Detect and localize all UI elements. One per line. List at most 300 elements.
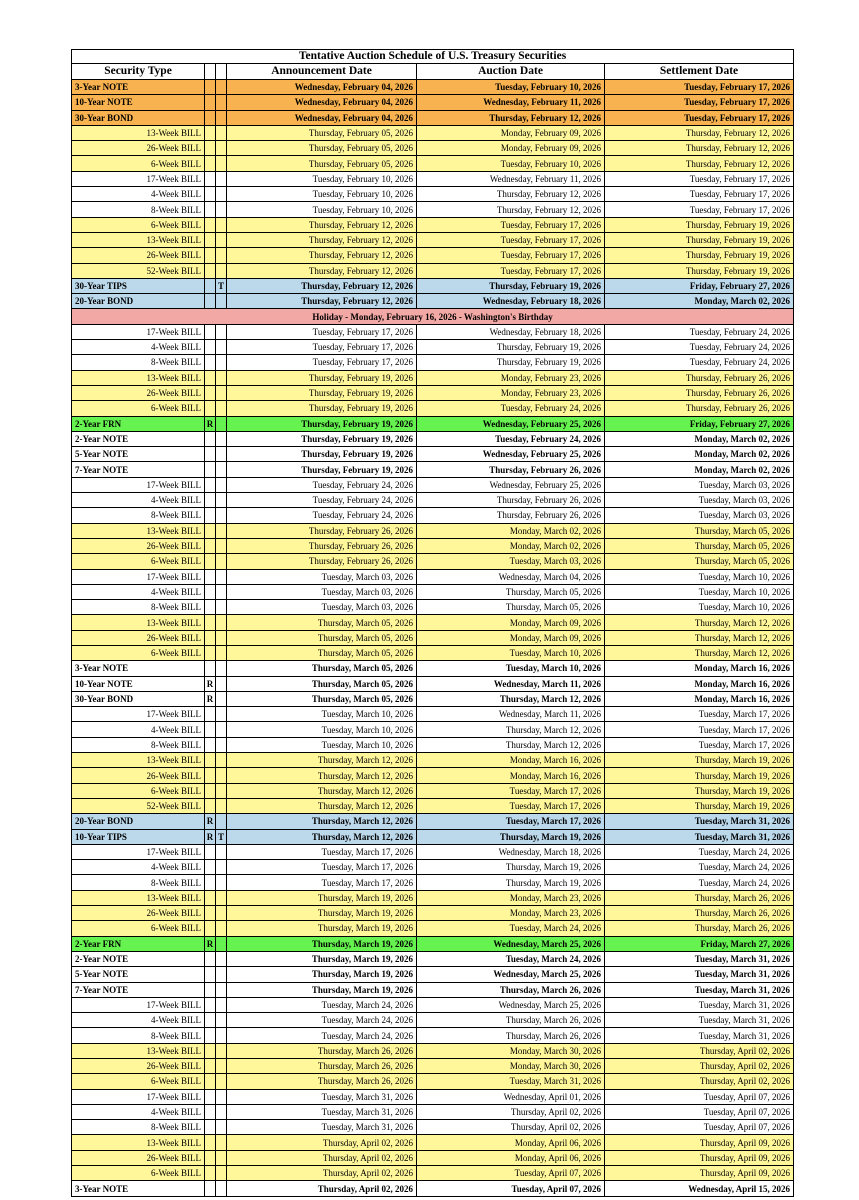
security-type-cell: 17-Week BILL <box>72 1089 205 1104</box>
schedule-row <box>72 110 794 125</box>
header-announcement-date: Announcement Date <box>227 64 417 80</box>
announcement-date-cell: Thursday, March 26, 2026 <box>227 1043 417 1058</box>
announcement-date-cell: Thursday, March 12, 2026 <box>227 753 417 768</box>
settlement-date-cell: Tuesday, March 03, 2026 <box>605 493 794 508</box>
reopening-flag-cell <box>205 340 216 355</box>
reopening-flag-cell <box>205 890 216 905</box>
security-type-cell: 26-Week BILL <box>72 906 205 921</box>
tips-flag-cell <box>216 462 227 477</box>
auction-date-cell: Wednesday, March 11, 2026 <box>417 676 605 691</box>
schedule-row <box>72 814 794 829</box>
tips-flag-cell <box>216 1089 227 1104</box>
auction-date-cell: Thursday, February 26, 2026 <box>417 508 605 523</box>
tips-flag-cell <box>216 890 227 905</box>
settlement-date-cell: Tuesday, February 17, 2026 <box>605 80 794 95</box>
security-type-cell: 10-Year TIPS <box>72 829 205 844</box>
settlement-date-cell: Friday, February 27, 2026 <box>605 416 794 431</box>
settlement-date-cell: Monday, March 16, 2026 <box>605 676 794 691</box>
announcement-date-cell: Thursday, February 05, 2026 <box>227 156 417 171</box>
security-type-cell: 2-Year NOTE <box>72 431 205 446</box>
settlement-date-cell: Tuesday, April 07, 2026 <box>605 1104 794 1119</box>
auction-date-cell: Thursday, February 12, 2026 <box>417 202 605 217</box>
settlement-date-cell: Monday, March 02, 2026 <box>605 294 794 309</box>
announcement-date-cell: Tuesday, March 17, 2026 <box>227 875 417 890</box>
security-type-cell: 17-Week BILL <box>72 844 205 859</box>
settlement-date-cell: Tuesday, February 17, 2026 <box>605 95 794 110</box>
settlement-date-cell: Thursday, March 05, 2026 <box>605 523 794 538</box>
auction-date-cell: Monday, March 02, 2026 <box>417 523 605 538</box>
reopening-flag-cell <box>205 1074 216 1089</box>
auction-date-cell: Monday, February 23, 2026 <box>417 385 605 400</box>
security-type-cell: 17-Week BILL <box>72 569 205 584</box>
tips-flag-cell <box>216 248 227 263</box>
announcement-date-cell: Wednesday, February 04, 2026 <box>227 80 417 95</box>
reopening-flag-cell <box>205 584 216 599</box>
settlement-date-cell: Tuesday, March 31, 2026 <box>605 1013 794 1028</box>
announcement-date-cell: Tuesday, February 10, 2026 <box>227 187 417 202</box>
reopening-flag-cell <box>205 447 216 462</box>
auction-date-cell: Thursday, March 26, 2026 <box>417 982 605 997</box>
auction-date-cell: Monday, February 09, 2026 <box>417 125 605 140</box>
schedule-row <box>72 676 794 691</box>
settlement-date-cell: Tuesday, February 17, 2026 <box>605 187 794 202</box>
settlement-date-cell: Friday, February 27, 2026 <box>605 278 794 293</box>
tips-flag-cell <box>216 340 227 355</box>
auction-date-cell: Tuesday, February 17, 2026 <box>417 217 605 232</box>
settlement-date-cell: Monday, March 02, 2026 <box>605 431 794 446</box>
reopening-flag-cell <box>205 156 216 171</box>
reopening-flag-cell <box>205 1028 216 1043</box>
announcement-date-cell: Tuesday, March 24, 2026 <box>227 1028 417 1043</box>
announcement-date-cell: Thursday, March 19, 2026 <box>227 906 417 921</box>
security-type-cell: 8-Week BILL <box>72 1120 205 1135</box>
settlement-date-cell: Thursday, March 12, 2026 <box>605 615 794 630</box>
header-flag-1 <box>205 64 216 80</box>
security-type-cell: 52-Week BILL <box>72 263 205 278</box>
security-type-cell: 6-Week BILL <box>72 921 205 936</box>
tips-flag-cell <box>216 1135 227 1150</box>
security-type-cell: 3-Year NOTE <box>72 1181 205 1196</box>
settlement-date-cell: Thursday, March 19, 2026 <box>605 798 794 813</box>
tips-flag-cell <box>216 936 227 951</box>
settlement-date-cell: Tuesday, March 03, 2026 <box>605 477 794 492</box>
reopening-flag-cell <box>205 645 216 660</box>
security-type-cell: 6-Week BILL <box>72 156 205 171</box>
announcement-date-cell: Thursday, March 19, 2026 <box>227 967 417 982</box>
schedule-row <box>72 768 794 783</box>
security-type-cell: 8-Week BILL <box>72 600 205 615</box>
reopening-flag-cell <box>205 768 216 783</box>
tips-flag-cell <box>216 110 227 125</box>
announcement-date-cell: Thursday, February 12, 2026 <box>227 232 417 247</box>
reopening-flag-cell <box>205 141 216 156</box>
auction-date-cell: Tuesday, February 10, 2026 <box>417 80 605 95</box>
announcement-date-cell: Tuesday, March 24, 2026 <box>227 997 417 1012</box>
schedule-row <box>72 554 794 569</box>
auction-date-cell: Thursday, April 02, 2026 <box>417 1104 605 1119</box>
auction-date-cell: Monday, April 06, 2026 <box>417 1135 605 1150</box>
schedule-row <box>72 477 794 492</box>
settlement-date-cell: Friday, March 27, 2026 <box>605 936 794 951</box>
auction-date-cell: Thursday, March 26, 2026 <box>417 1028 605 1043</box>
security-type-cell: 30-Year BOND <box>72 110 205 125</box>
reopening-flag-cell <box>205 1043 216 1058</box>
reopening-flag-cell <box>205 1166 216 1181</box>
reopening-flag-cell <box>205 875 216 890</box>
security-type-cell: 8-Week BILL <box>72 1028 205 1043</box>
settlement-date-cell: Tuesday, February 24, 2026 <box>605 324 794 339</box>
announcement-date-cell: Tuesday, March 31, 2026 <box>227 1089 417 1104</box>
schedule-row <box>72 1135 794 1150</box>
tips-flag-cell <box>216 431 227 446</box>
security-type-cell: 6-Week BILL <box>72 645 205 660</box>
announcement-date-cell: Thursday, March 19, 2026 <box>227 890 417 905</box>
tips-flag-cell <box>216 722 227 737</box>
security-type-cell: 17-Week BILL <box>72 324 205 339</box>
announcement-date-cell: Thursday, February 26, 2026 <box>227 554 417 569</box>
schedule-row <box>72 340 794 355</box>
tips-flag-cell <box>216 906 227 921</box>
schedule-row <box>72 630 794 645</box>
reopening-flag-cell <box>205 171 216 186</box>
security-type-cell: 6-Week BILL <box>72 401 205 416</box>
tips-flag-cell <box>216 1074 227 1089</box>
tips-flag-cell <box>216 1104 227 1119</box>
tips-flag-cell <box>216 1150 227 1165</box>
schedule-row <box>72 1104 794 1119</box>
tips-flag-cell <box>216 156 227 171</box>
reopening-flag-cell <box>205 982 216 997</box>
auction-date-cell: Thursday, March 05, 2026 <box>417 584 605 599</box>
tips-flag-cell <box>216 263 227 278</box>
reopening-flag-cell <box>205 187 216 202</box>
settlement-date-cell: Tuesday, March 31, 2026 <box>605 951 794 966</box>
tips-flag-cell <box>216 294 227 309</box>
announcement-date-cell: Thursday, March 19, 2026 <box>227 936 417 951</box>
settlement-date-cell: Tuesday, March 10, 2026 <box>605 600 794 615</box>
tips-flag-cell <box>216 860 227 875</box>
schedule-row <box>72 860 794 875</box>
announcement-date-cell: Thursday, February 12, 2026 <box>227 263 417 278</box>
announcement-date-cell: Wednesday, February 04, 2026 <box>227 95 417 110</box>
tips-flag-cell <box>216 753 227 768</box>
reopening-flag-cell <box>205 1181 216 1196</box>
schedule-row <box>72 1074 794 1089</box>
tips-flag-cell <box>216 95 227 110</box>
tips-flag-cell <box>216 232 227 247</box>
reopening-flag-cell <box>205 508 216 523</box>
settlement-date-cell: Tuesday, February 17, 2026 <box>605 171 794 186</box>
tips-flag-cell: T <box>216 829 227 844</box>
auction-date-cell: Wednesday, March 04, 2026 <box>417 569 605 584</box>
announcement-date-cell: Thursday, February 05, 2026 <box>227 125 417 140</box>
settlement-date-cell: Tuesday, February 24, 2026 <box>605 340 794 355</box>
schedule-row <box>72 569 794 584</box>
reopening-flag-cell <box>205 385 216 400</box>
security-type-cell: 13-Week BILL <box>72 370 205 385</box>
auction-date-cell: Monday, April 06, 2026 <box>417 1150 605 1165</box>
auction-date-cell: Wednesday, March 25, 2026 <box>417 997 605 1012</box>
announcement-date-cell: Tuesday, March 03, 2026 <box>227 600 417 615</box>
reopening-flag-cell <box>205 125 216 140</box>
schedule-row <box>72 1089 794 1104</box>
reopening-flag-cell <box>205 1120 216 1135</box>
auction-date-cell: Tuesday, March 10, 2026 <box>417 645 605 660</box>
schedule-row <box>72 1166 794 1181</box>
reopening-flag-cell <box>205 477 216 492</box>
tips-flag-cell <box>216 967 227 982</box>
auction-date-cell: Wednesday, March 25, 2026 <box>417 936 605 951</box>
security-type-cell: 7-Year NOTE <box>72 462 205 477</box>
announcement-date-cell: Tuesday, February 24, 2026 <box>227 493 417 508</box>
settlement-date-cell: Thursday, April 09, 2026 <box>605 1135 794 1150</box>
settlement-date-cell: Monday, March 02, 2026 <box>605 447 794 462</box>
reopening-flag-cell <box>205 951 216 966</box>
tips-flag-cell <box>216 997 227 1012</box>
auction-date-cell: Tuesday, February 10, 2026 <box>417 156 605 171</box>
announcement-date-cell: Tuesday, March 24, 2026 <box>227 1013 417 1028</box>
security-type-cell: 30-Year BOND <box>72 691 205 706</box>
settlement-date-cell: Thursday, February 19, 2026 <box>605 217 794 232</box>
schedule-row <box>72 156 794 171</box>
settlement-date-cell: Tuesday, March 10, 2026 <box>605 569 794 584</box>
announcement-date-cell: Tuesday, February 10, 2026 <box>227 171 417 186</box>
reopening-flag-cell: R <box>205 829 216 844</box>
reopening-flag-cell <box>205 431 216 446</box>
settlement-date-cell: Tuesday, March 31, 2026 <box>605 1028 794 1043</box>
schedule-row <box>72 431 794 446</box>
tips-flag-cell <box>216 508 227 523</box>
auction-date-cell: Tuesday, March 10, 2026 <box>417 661 605 676</box>
schedule-row <box>72 906 794 921</box>
auction-date-cell: Wednesday, March 25, 2026 <box>417 967 605 982</box>
reopening-flag-cell <box>205 554 216 569</box>
auction-date-cell: Tuesday, April 07, 2026 <box>417 1181 605 1196</box>
schedule-row <box>72 538 794 553</box>
reopening-flag-cell <box>205 324 216 339</box>
security-type-cell: 13-Week BILL <box>72 615 205 630</box>
schedule-row <box>72 982 794 997</box>
security-type-cell: 2-Year FRN <box>72 936 205 951</box>
announcement-date-cell: Thursday, February 26, 2026 <box>227 523 417 538</box>
security-type-cell: 26-Week BILL <box>72 385 205 400</box>
reopening-flag-cell <box>205 844 216 859</box>
auction-date-cell: Tuesday, March 17, 2026 <box>417 798 605 813</box>
auction-date-cell: Thursday, February 19, 2026 <box>417 340 605 355</box>
tips-flag-cell <box>216 493 227 508</box>
auction-date-cell: Thursday, February 12, 2026 <box>417 110 605 125</box>
tips-flag-cell <box>216 1059 227 1074</box>
tips-flag-cell <box>216 217 227 232</box>
schedule-row <box>72 416 794 431</box>
auction-date-cell: Wednesday, April 01, 2026 <box>417 1089 605 1104</box>
security-type-cell: 26-Week BILL <box>72 630 205 645</box>
header-flag-2 <box>216 64 227 80</box>
security-type-cell: 2-Year NOTE <box>72 951 205 966</box>
reopening-flag-cell <box>205 707 216 722</box>
security-type-cell: 4-Week BILL <box>72 1013 205 1028</box>
schedule-row <box>72 324 794 339</box>
schedule-row <box>72 951 794 966</box>
security-type-cell: 13-Week BILL <box>72 1135 205 1150</box>
holiday-label: Holiday - Monday, February 16, 2026 - Washington's Birthday <box>72 309 794 324</box>
security-type-cell: 17-Week BILL <box>72 171 205 186</box>
announcement-date-cell: Thursday, April 02, 2026 <box>227 1150 417 1165</box>
settlement-date-cell: Tuesday, March 31, 2026 <box>605 814 794 829</box>
security-type-cell: 8-Week BILL <box>72 202 205 217</box>
security-type-cell: 4-Week BILL <box>72 493 205 508</box>
reopening-flag-cell <box>205 202 216 217</box>
schedule-row <box>72 1043 794 1058</box>
settlement-date-cell: Thursday, February 12, 2026 <box>605 125 794 140</box>
announcement-date-cell: Thursday, March 19, 2026 <box>227 982 417 997</box>
settlement-date-cell: Monday, March 16, 2026 <box>605 691 794 706</box>
reopening-flag-cell <box>205 278 216 293</box>
announcement-date-cell: Thursday, February 19, 2026 <box>227 385 417 400</box>
tips-flag-cell <box>216 324 227 339</box>
settlement-date-cell: Thursday, April 02, 2026 <box>605 1043 794 1058</box>
schedule-row <box>72 141 794 156</box>
announcement-date-cell: Thursday, February 19, 2026 <box>227 431 417 446</box>
security-type-cell: 20-Year BOND <box>72 294 205 309</box>
schedule-row <box>72 278 794 293</box>
security-type-cell: 8-Week BILL <box>72 737 205 752</box>
auction-schedule-table <box>71 49 794 1197</box>
settlement-date-cell: Wednesday, April 15, 2026 <box>605 1181 794 1196</box>
announcement-date-cell: Tuesday, March 31, 2026 <box>227 1120 417 1135</box>
reopening-flag-cell <box>205 401 216 416</box>
announcement-date-cell: Thursday, February 12, 2026 <box>227 217 417 232</box>
reopening-flag-cell <box>205 248 216 263</box>
security-type-cell: 3-Year NOTE <box>72 661 205 676</box>
security-type-cell: 7-Year NOTE <box>72 982 205 997</box>
auction-date-cell: Thursday, March 05, 2026 <box>417 600 605 615</box>
announcement-date-cell: Tuesday, March 10, 2026 <box>227 722 417 737</box>
tips-flag-cell: T <box>216 278 227 293</box>
schedule-row <box>72 1028 794 1043</box>
tips-flag-cell <box>216 447 227 462</box>
schedule-row <box>72 232 794 247</box>
auction-date-cell: Monday, March 30, 2026 <box>417 1059 605 1074</box>
tips-flag-cell <box>216 141 227 156</box>
reopening-flag-cell: R <box>205 936 216 951</box>
settlement-date-cell: Thursday, March 19, 2026 <box>605 753 794 768</box>
auction-date-cell: Thursday, February 19, 2026 <box>417 355 605 370</box>
tips-flag-cell <box>216 370 227 385</box>
schedule-row <box>72 187 794 202</box>
reopening-flag-cell <box>205 263 216 278</box>
security-type-cell: 26-Week BILL <box>72 248 205 263</box>
announcement-date-cell: Thursday, April 02, 2026 <box>227 1135 417 1150</box>
settlement-date-cell: Tuesday, February 17, 2026 <box>605 202 794 217</box>
reopening-flag-cell: R <box>205 691 216 706</box>
holiday-row <box>72 309 794 324</box>
announcement-date-cell: Thursday, February 19, 2026 <box>227 416 417 431</box>
announcement-date-cell: Thursday, March 05, 2026 <box>227 645 417 660</box>
schedule-row <box>72 294 794 309</box>
tips-flag-cell <box>216 401 227 416</box>
settlement-date-cell: Tuesday, March 31, 2026 <box>605 829 794 844</box>
auction-date-cell: Monday, March 16, 2026 <box>417 768 605 783</box>
security-type-cell: 13-Week BILL <box>72 753 205 768</box>
announcement-date-cell: Thursday, February 19, 2026 <box>227 447 417 462</box>
security-type-cell: 13-Week BILL <box>72 1043 205 1058</box>
settlement-date-cell: Thursday, February 26, 2026 <box>605 370 794 385</box>
schedule-row <box>72 967 794 982</box>
schedule-row <box>72 722 794 737</box>
security-type-cell: 26-Week BILL <box>72 538 205 553</box>
tips-flag-cell <box>216 171 227 186</box>
announcement-date-cell: Thursday, February 12, 2026 <box>227 294 417 309</box>
settlement-date-cell: Tuesday, March 31, 2026 <box>605 967 794 982</box>
schedule-row <box>72 217 794 232</box>
schedule-row <box>72 829 794 844</box>
schedule-row <box>72 385 794 400</box>
schedule-row <box>72 1150 794 1165</box>
tips-flag-cell <box>216 921 227 936</box>
tips-flag-cell <box>216 80 227 95</box>
auction-date-cell: Tuesday, February 24, 2026 <box>417 431 605 446</box>
announcement-date-cell: Thursday, March 05, 2026 <box>227 691 417 706</box>
settlement-date-cell: Thursday, March 05, 2026 <box>605 538 794 553</box>
auction-date-cell: Thursday, March 12, 2026 <box>417 691 605 706</box>
schedule-row <box>72 798 794 813</box>
security-type-cell: 10-Year NOTE <box>72 95 205 110</box>
reopening-flag-cell <box>205 783 216 798</box>
tips-flag-cell <box>216 600 227 615</box>
tips-flag-cell <box>216 538 227 553</box>
tips-flag-cell <box>216 569 227 584</box>
settlement-date-cell: Thursday, February 26, 2026 <box>605 401 794 416</box>
announcement-date-cell: Tuesday, March 17, 2026 <box>227 860 417 875</box>
reopening-flag-cell <box>205 1013 216 1028</box>
security-type-cell: 30-Year TIPS <box>72 278 205 293</box>
tips-flag-cell <box>216 691 227 706</box>
schedule-row <box>72 401 794 416</box>
auction-date-cell: Tuesday, March 31, 2026 <box>417 1074 605 1089</box>
settlement-date-cell: Monday, March 02, 2026 <box>605 462 794 477</box>
settlement-date-cell: Thursday, March 12, 2026 <box>605 645 794 660</box>
auction-date-cell: Tuesday, April 07, 2026 <box>417 1166 605 1181</box>
reopening-flag-cell <box>205 967 216 982</box>
schedule-row <box>72 493 794 508</box>
announcement-date-cell: Thursday, February 19, 2026 <box>227 370 417 385</box>
security-type-cell: 5-Year NOTE <box>72 967 205 982</box>
security-type-cell: 26-Week BILL <box>72 1059 205 1074</box>
settlement-date-cell: Thursday, February 19, 2026 <box>605 263 794 278</box>
auction-date-cell: Thursday, March 12, 2026 <box>417 722 605 737</box>
tips-flag-cell <box>216 630 227 645</box>
security-type-cell: 26-Week BILL <box>72 768 205 783</box>
schedule-row <box>72 645 794 660</box>
announcement-date-cell: Thursday, March 26, 2026 <box>227 1059 417 1074</box>
reopening-flag-cell <box>205 661 216 676</box>
schedule-row <box>72 997 794 1012</box>
schedule-row <box>72 691 794 706</box>
auction-date-cell: Tuesday, February 24, 2026 <box>417 401 605 416</box>
security-type-cell: 5-Year NOTE <box>72 447 205 462</box>
auction-date-cell: Wednesday, February 25, 2026 <box>417 447 605 462</box>
settlement-date-cell: Tuesday, February 24, 2026 <box>605 355 794 370</box>
settlement-date-cell: Thursday, February 12, 2026 <box>605 141 794 156</box>
reopening-flag-cell <box>205 737 216 752</box>
auction-date-cell: Tuesday, February 17, 2026 <box>417 248 605 263</box>
security-type-cell: 3-Year NOTE <box>72 80 205 95</box>
settlement-date-cell: Tuesday, March 17, 2026 <box>605 722 794 737</box>
tips-flag-cell <box>216 1181 227 1196</box>
schedule-row <box>72 171 794 186</box>
schedule-row <box>72 447 794 462</box>
